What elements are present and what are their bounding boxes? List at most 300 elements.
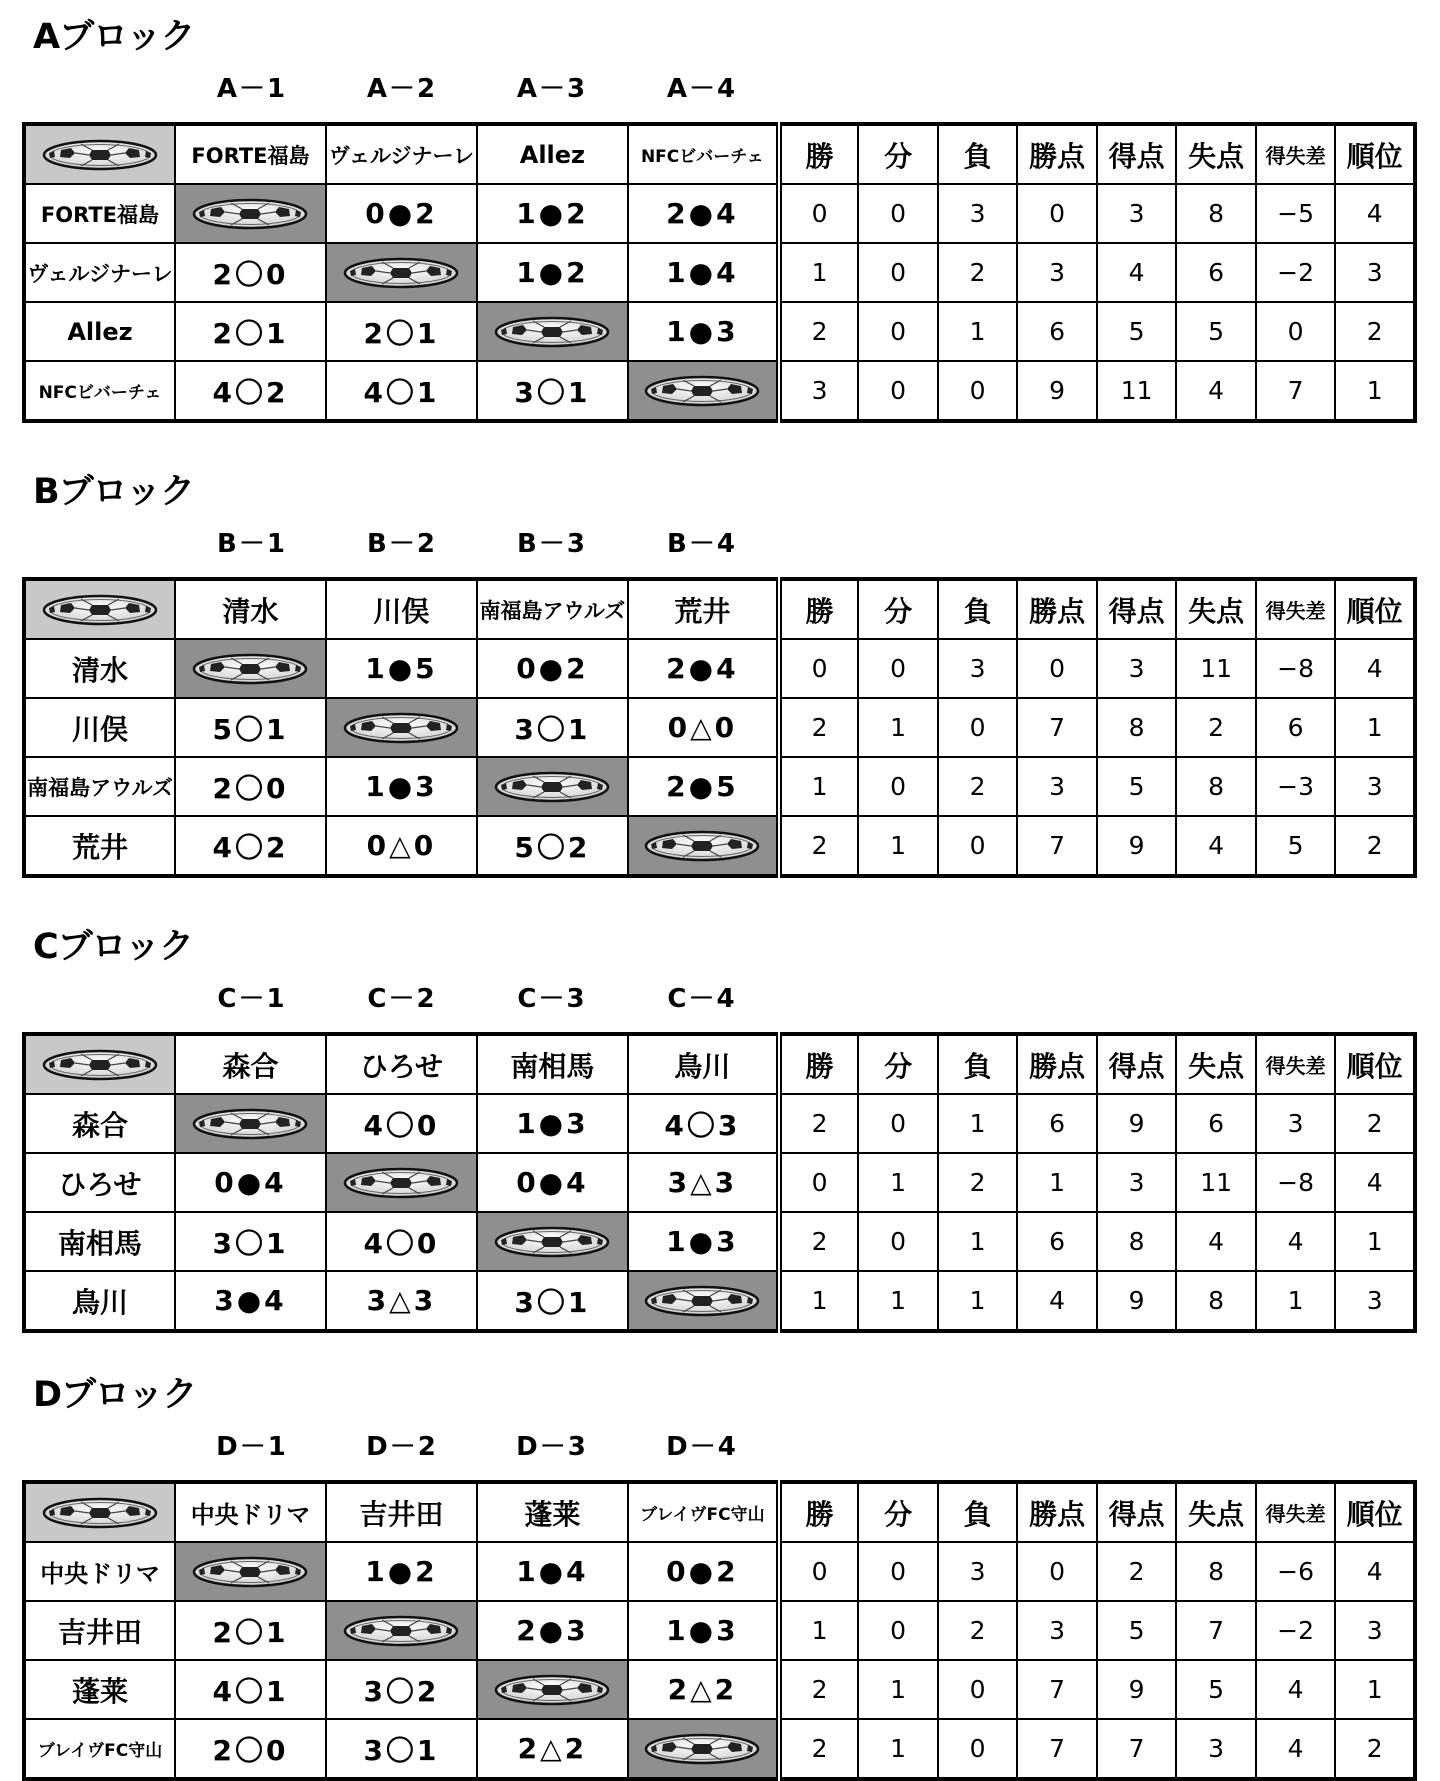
team-code: A－4	[666, 74, 738, 104]
match-result: 2〇1	[326, 302, 477, 361]
column-team-name: 森合	[175, 1034, 326, 1094]
column-team-name: 鳥川	[628, 1034, 779, 1094]
soccer-ball-icon	[493, 1673, 611, 1707]
match-result: 3〇1	[477, 361, 628, 421]
column-team-name: Allez	[477, 124, 628, 184]
stat-value: 7	[1017, 1719, 1097, 1779]
stat-value: 3	[1176, 1719, 1256, 1779]
stat-header: 勝	[779, 579, 859, 639]
table-row	[24, 1212, 1415, 1271]
stat-value: 1	[858, 1153, 938, 1212]
stat-value: 11	[1176, 639, 1256, 698]
soccer-ball-icon	[342, 1166, 460, 1200]
self-match-cell	[477, 757, 628, 816]
match-result: 4〇2	[175, 361, 326, 421]
stat-value: 2	[779, 1660, 859, 1719]
stat-value: 2	[938, 1153, 1018, 1212]
match-result: 4〇3	[628, 1094, 779, 1153]
stat-value: 1	[1335, 1660, 1415, 1719]
stat-header: 得失差	[1256, 1034, 1336, 1094]
team-code: D－3	[516, 1432, 588, 1462]
header-row	[24, 124, 1415, 184]
stat-value: −8	[1256, 639, 1336, 698]
stat-value: 0	[858, 1212, 938, 1271]
self-match-cell	[326, 243, 477, 302]
column-team-name: 南福島アウルズ	[477, 579, 628, 639]
standings-table	[22, 577, 1417, 878]
stat-value: 3	[1335, 757, 1415, 816]
stat-value: 2	[938, 757, 1018, 816]
stat-header: 順位	[1335, 579, 1415, 639]
match-result: 4〇1	[326, 361, 477, 421]
stat-header: 得点	[1097, 1034, 1177, 1094]
match-result: 1●3	[477, 1094, 628, 1153]
stat-value: 8	[1176, 1542, 1256, 1601]
stat-value: 1	[1335, 698, 1415, 757]
table-row	[24, 1719, 1415, 1779]
column-team-name: 吉井田	[326, 1482, 477, 1542]
column-team-name: ブレイヴFC守山	[628, 1482, 779, 1542]
stat-value: 6	[1176, 1094, 1256, 1153]
stat-value: 9	[1097, 816, 1177, 876]
self-match-cell	[628, 816, 779, 876]
stat-value: 0	[858, 302, 938, 361]
stat-header: 得点	[1097, 124, 1177, 184]
column-team-name: 南相馬	[477, 1034, 628, 1094]
stat-value: 8	[1176, 184, 1256, 243]
stat-value: 0	[1017, 639, 1097, 698]
stat-value: 0	[858, 757, 938, 816]
stat-value: 6	[1176, 243, 1256, 302]
stat-value: 1	[858, 1719, 938, 1779]
stat-value: 0	[1017, 184, 1097, 243]
soccer-ball-icon	[191, 197, 309, 231]
row-team-name: 吉井田	[24, 1601, 175, 1660]
stat-value: −5	[1256, 184, 1336, 243]
standings-table	[22, 122, 1417, 423]
row-team-name: ひろせ	[24, 1153, 175, 1212]
team-code: D－2	[366, 1432, 438, 1462]
stat-value: 0	[938, 1660, 1018, 1719]
stat-value: 4	[1256, 1212, 1336, 1271]
stat-value: 1	[938, 1212, 1018, 1271]
stat-value: −6	[1256, 1542, 1336, 1601]
match-result: 4〇1	[175, 1660, 326, 1719]
match-result: 3●4	[175, 1271, 326, 1331]
stat-header: 失点	[1176, 579, 1256, 639]
stat-header: 負	[938, 124, 1018, 184]
stat-value: 9	[1097, 1271, 1177, 1331]
table-row	[24, 184, 1415, 243]
soccer-ball-icon	[41, 138, 159, 172]
match-result: 1●3	[628, 302, 779, 361]
stat-header: 勝	[779, 124, 859, 184]
corner-cell	[24, 1482, 175, 1542]
stat-value: 5	[1097, 302, 1177, 361]
stat-value: −8	[1256, 1153, 1336, 1212]
row-team-name: ヴェルジナーレ	[24, 243, 175, 302]
stat-value: 0	[779, 1542, 859, 1601]
match-result: 2〇0	[175, 1719, 326, 1779]
stat-value: 3	[1017, 1601, 1097, 1660]
stat-value: 0	[1256, 302, 1336, 361]
stat-value: 7	[1017, 1660, 1097, 1719]
table-row	[24, 757, 1415, 816]
stat-value: 4	[1335, 1542, 1415, 1601]
stat-value: 1	[779, 757, 859, 816]
stat-value: 6	[1017, 1094, 1097, 1153]
stat-value: 5	[1097, 757, 1177, 816]
match-result: 1●2	[477, 243, 628, 302]
match-result: 0●4	[477, 1153, 628, 1212]
stat-value: 8	[1176, 757, 1256, 816]
soccer-ball-icon	[41, 1048, 159, 1082]
table-row	[24, 1542, 1415, 1601]
stat-value: 2	[1335, 1719, 1415, 1779]
stat-value: 2	[779, 816, 859, 876]
stat-value: 1	[938, 302, 1018, 361]
block-title: Aブロック	[33, 17, 195, 57]
match-result: 3△3	[628, 1153, 779, 1212]
stat-value: 3	[938, 1542, 1018, 1601]
row-team-name: FORTE福島	[24, 184, 175, 243]
soccer-ball-icon	[643, 829, 761, 863]
column-team-name: 蓬莱	[477, 1482, 628, 1542]
stat-header: 得失差	[1256, 579, 1336, 639]
match-result: 0●4	[175, 1153, 326, 1212]
match-result: 1●3	[326, 757, 477, 816]
stat-header: 失点	[1176, 1034, 1256, 1094]
stat-value: 0	[858, 1542, 938, 1601]
row-team-name: 南福島アウルズ	[24, 757, 175, 816]
team-code: C－4	[667, 984, 737, 1014]
stat-value: −2	[1256, 1601, 1336, 1660]
stat-value: 4	[1256, 1660, 1336, 1719]
match-result: 3〇1	[477, 1271, 628, 1331]
match-result: 1●3	[628, 1212, 779, 1271]
team-code: A－1	[216, 74, 288, 104]
soccer-ball-icon	[493, 1225, 611, 1259]
stat-value: 9	[1097, 1094, 1177, 1153]
team-code: D－4	[666, 1432, 738, 1462]
table-row	[24, 816, 1415, 876]
match-result: 1●3	[628, 1601, 779, 1660]
stat-value: 0	[858, 1601, 938, 1660]
stat-value: 7	[1017, 816, 1097, 876]
stat-value: 7	[1017, 698, 1097, 757]
self-match-cell	[175, 184, 326, 243]
stat-value: 0	[938, 1719, 1018, 1779]
soccer-ball-icon	[191, 1555, 309, 1589]
match-result: 3△3	[326, 1271, 477, 1331]
stat-value: 3	[1335, 243, 1415, 302]
stat-header: 分	[858, 124, 938, 184]
soccer-ball-icon	[643, 1284, 761, 1318]
match-result: 5〇2	[477, 816, 628, 876]
self-match-cell	[326, 1601, 477, 1660]
standings-table	[22, 1480, 1417, 1781]
corner-cell	[24, 124, 175, 184]
stat-value: 1	[779, 1271, 859, 1331]
stat-header: 順位	[1335, 1034, 1415, 1094]
match-result: 4〇2	[175, 816, 326, 876]
stat-value: 7	[1256, 361, 1336, 421]
corner-cell	[24, 1034, 175, 1094]
stat-value: 8	[1097, 1212, 1177, 1271]
block-title: Dブロック	[33, 1375, 197, 1415]
stat-value: 0	[858, 639, 938, 698]
self-match-cell	[628, 1271, 779, 1331]
match-result: 0●2	[326, 184, 477, 243]
team-code: B－3	[517, 529, 587, 559]
stat-value: 4	[1176, 1212, 1256, 1271]
stat-value: 3	[1017, 757, 1097, 816]
team-code: A－3	[516, 74, 588, 104]
column-team-name: ヴェルジナーレ	[326, 124, 477, 184]
stat-value: 4	[1097, 243, 1177, 302]
row-team-name: 蓬莱	[24, 1660, 175, 1719]
table-row	[24, 639, 1415, 698]
stat-value: 1	[858, 816, 938, 876]
team-code: C－1	[217, 984, 287, 1014]
match-result: 3〇1	[477, 698, 628, 757]
match-result: 3〇2	[326, 1660, 477, 1719]
self-match-cell	[477, 1212, 628, 1271]
stat-value: 3	[1097, 1153, 1177, 1212]
stat-header: 負	[938, 1034, 1018, 1094]
match-result: 2△2	[628, 1660, 779, 1719]
soccer-ball-icon	[342, 1614, 460, 1648]
match-result: 2●4	[628, 639, 779, 698]
stat-header: 分	[858, 1482, 938, 1542]
stat-value: 2	[779, 302, 859, 361]
match-result: 0●2	[628, 1542, 779, 1601]
column-team-name: 川俣	[326, 579, 477, 639]
row-team-name: 中央ドリマ	[24, 1542, 175, 1601]
block-title: Bブロック	[33, 472, 194, 512]
stat-value: 3	[1017, 243, 1097, 302]
team-code: A－2	[366, 74, 438, 104]
stat-value: 4	[1335, 1153, 1415, 1212]
stat-value: 11	[1097, 361, 1177, 421]
self-match-cell	[477, 302, 628, 361]
row-team-name: Allez	[24, 302, 175, 361]
stat-header: 順位	[1335, 1482, 1415, 1542]
stat-value: 3	[1097, 639, 1177, 698]
stat-header: 勝点	[1017, 124, 1097, 184]
table-row	[24, 1601, 1415, 1660]
stat-value: 3	[1256, 1094, 1336, 1153]
match-result: 4〇0	[326, 1212, 477, 1271]
stat-header: 勝	[779, 1034, 859, 1094]
stat-value: 4	[1176, 816, 1256, 876]
stat-header: 得点	[1097, 1482, 1177, 1542]
stat-value: 4	[1256, 1719, 1336, 1779]
match-result: 0●2	[477, 639, 628, 698]
stat-value: 0	[779, 184, 859, 243]
row-team-name: 清水	[24, 639, 175, 698]
team-code: D－1	[216, 1432, 288, 1462]
stat-value: 4	[1335, 184, 1415, 243]
stat-header: 勝点	[1017, 579, 1097, 639]
self-match-cell	[477, 1660, 628, 1719]
self-match-cell	[175, 639, 326, 698]
stat-value: 4	[1017, 1271, 1097, 1331]
stat-header: 勝	[779, 1482, 859, 1542]
stat-value: 0	[938, 816, 1018, 876]
stat-header: 分	[858, 579, 938, 639]
stat-value: 0	[858, 184, 938, 243]
stat-value: −3	[1256, 757, 1336, 816]
column-team-name: ひろせ	[326, 1034, 477, 1094]
stat-header: 順位	[1335, 124, 1415, 184]
row-team-name: ブレイヴFC守山	[24, 1719, 175, 1779]
stat-value: 7	[1176, 1601, 1256, 1660]
stat-value: 1	[1017, 1153, 1097, 1212]
block-title: Cブロック	[33, 927, 193, 967]
table-row	[24, 243, 1415, 302]
table-row	[24, 361, 1415, 421]
stat-value: 1	[858, 1271, 938, 1331]
match-result: 1●4	[477, 1542, 628, 1601]
row-team-name: 荒井	[24, 816, 175, 876]
stat-header: 失点	[1176, 1482, 1256, 1542]
column-team-name: 中央ドリマ	[175, 1482, 326, 1542]
stat-value: 6	[1017, 302, 1097, 361]
header-row	[24, 1482, 1415, 1542]
stat-value: 2	[779, 1719, 859, 1779]
match-result: 1●5	[326, 639, 477, 698]
team-code: B－2	[367, 529, 437, 559]
match-result: 1●4	[628, 243, 779, 302]
stat-value: 0	[779, 639, 859, 698]
stat-value: 2	[938, 243, 1018, 302]
stat-value: 1	[1335, 361, 1415, 421]
stat-value: 3	[1335, 1271, 1415, 1331]
self-match-cell	[628, 1719, 779, 1779]
team-code: B－1	[217, 529, 287, 559]
soccer-ball-icon	[493, 315, 611, 349]
soccer-ball-icon	[643, 374, 761, 408]
match-result: 0△0	[628, 698, 779, 757]
stat-value: 8	[1097, 698, 1177, 757]
self-match-cell	[175, 1094, 326, 1153]
stat-header: 負	[938, 579, 1018, 639]
self-match-cell	[175, 1542, 326, 1601]
self-match-cell	[326, 698, 477, 757]
match-result: 3〇1	[326, 1719, 477, 1779]
stat-value: 2	[1335, 1094, 1415, 1153]
row-team-name: 森合	[24, 1094, 175, 1153]
header-row	[24, 1034, 1415, 1094]
corner-cell	[24, 579, 175, 639]
stat-value: 0	[858, 243, 938, 302]
stat-value: 7	[1097, 1719, 1177, 1779]
match-result: 2〇0	[175, 757, 326, 816]
soccer-ball-icon	[41, 593, 159, 627]
soccer-ball-icon	[342, 711, 460, 745]
stat-value: 0	[1017, 1542, 1097, 1601]
match-result: 5〇1	[175, 698, 326, 757]
stat-value: 6	[1017, 1212, 1097, 1271]
stat-value: 2	[1097, 1542, 1177, 1601]
match-result: 2●3	[477, 1601, 628, 1660]
team-code: C－2	[367, 984, 437, 1014]
soccer-ball-icon	[342, 256, 460, 290]
stat-value: 5	[1256, 816, 1336, 876]
stat-value: 3	[779, 361, 859, 421]
stat-value: 1	[1256, 1271, 1336, 1331]
stat-header: 勝点	[1017, 1482, 1097, 1542]
stat-value: 5	[1097, 1601, 1177, 1660]
stat-value: 0	[858, 361, 938, 421]
stat-value: 6	[1256, 698, 1336, 757]
soccer-ball-icon	[191, 652, 309, 686]
stat-value: 3	[1097, 184, 1177, 243]
column-team-name: FORTE福島	[175, 124, 326, 184]
row-team-name: NFCビバーチェ	[24, 361, 175, 421]
row-team-name: 南相馬	[24, 1212, 175, 1271]
stat-header: 得点	[1097, 579, 1177, 639]
self-match-cell	[326, 1153, 477, 1212]
match-result: 2△2	[477, 1719, 628, 1779]
stat-header: 勝点	[1017, 1034, 1097, 1094]
match-result: 3〇1	[175, 1212, 326, 1271]
match-result: 2〇1	[175, 302, 326, 361]
match-result: 4〇0	[326, 1094, 477, 1153]
stat-value: 2	[779, 1212, 859, 1271]
stat-value: 3	[1335, 1601, 1415, 1660]
stat-value: 1	[938, 1094, 1018, 1153]
self-match-cell	[628, 361, 779, 421]
column-team-name: NFCビバーチェ	[628, 124, 779, 184]
row-team-name: 川俣	[24, 698, 175, 757]
table-row	[24, 1153, 1415, 1212]
stat-value: 2	[779, 698, 859, 757]
soccer-ball-icon	[643, 1732, 761, 1766]
stat-value: 1	[858, 698, 938, 757]
stat-value: 5	[1176, 302, 1256, 361]
stat-value: 1	[779, 243, 859, 302]
stat-value: 0	[858, 1094, 938, 1153]
row-team-name: 鳥川	[24, 1271, 175, 1331]
stat-value: −2	[1256, 243, 1336, 302]
stat-value: 0	[938, 361, 1018, 421]
stat-header: 得失差	[1256, 1482, 1336, 1542]
stat-value: 2	[1176, 698, 1256, 757]
soccer-ball-icon	[191, 1107, 309, 1141]
team-code: C－3	[517, 984, 587, 1014]
match-result: 0△0	[326, 816, 477, 876]
stat-header: 分	[858, 1034, 938, 1094]
stat-value: 4	[1335, 639, 1415, 698]
stat-value: 1	[779, 1601, 859, 1660]
stat-value: 8	[1176, 1271, 1256, 1331]
column-team-name: 荒井	[628, 579, 779, 639]
stat-value: 2	[779, 1094, 859, 1153]
stat-value: 4	[1176, 361, 1256, 421]
stat-value: 1	[1335, 1212, 1415, 1271]
table-row	[24, 1271, 1415, 1331]
soccer-ball-icon	[493, 770, 611, 804]
match-result: 2●4	[628, 184, 779, 243]
stat-value: 3	[938, 639, 1018, 698]
table-row	[24, 1660, 1415, 1719]
table-row	[24, 1094, 1415, 1153]
stat-header: 失点	[1176, 124, 1256, 184]
stat-header: 負	[938, 1482, 1018, 1542]
table-row	[24, 302, 1415, 361]
